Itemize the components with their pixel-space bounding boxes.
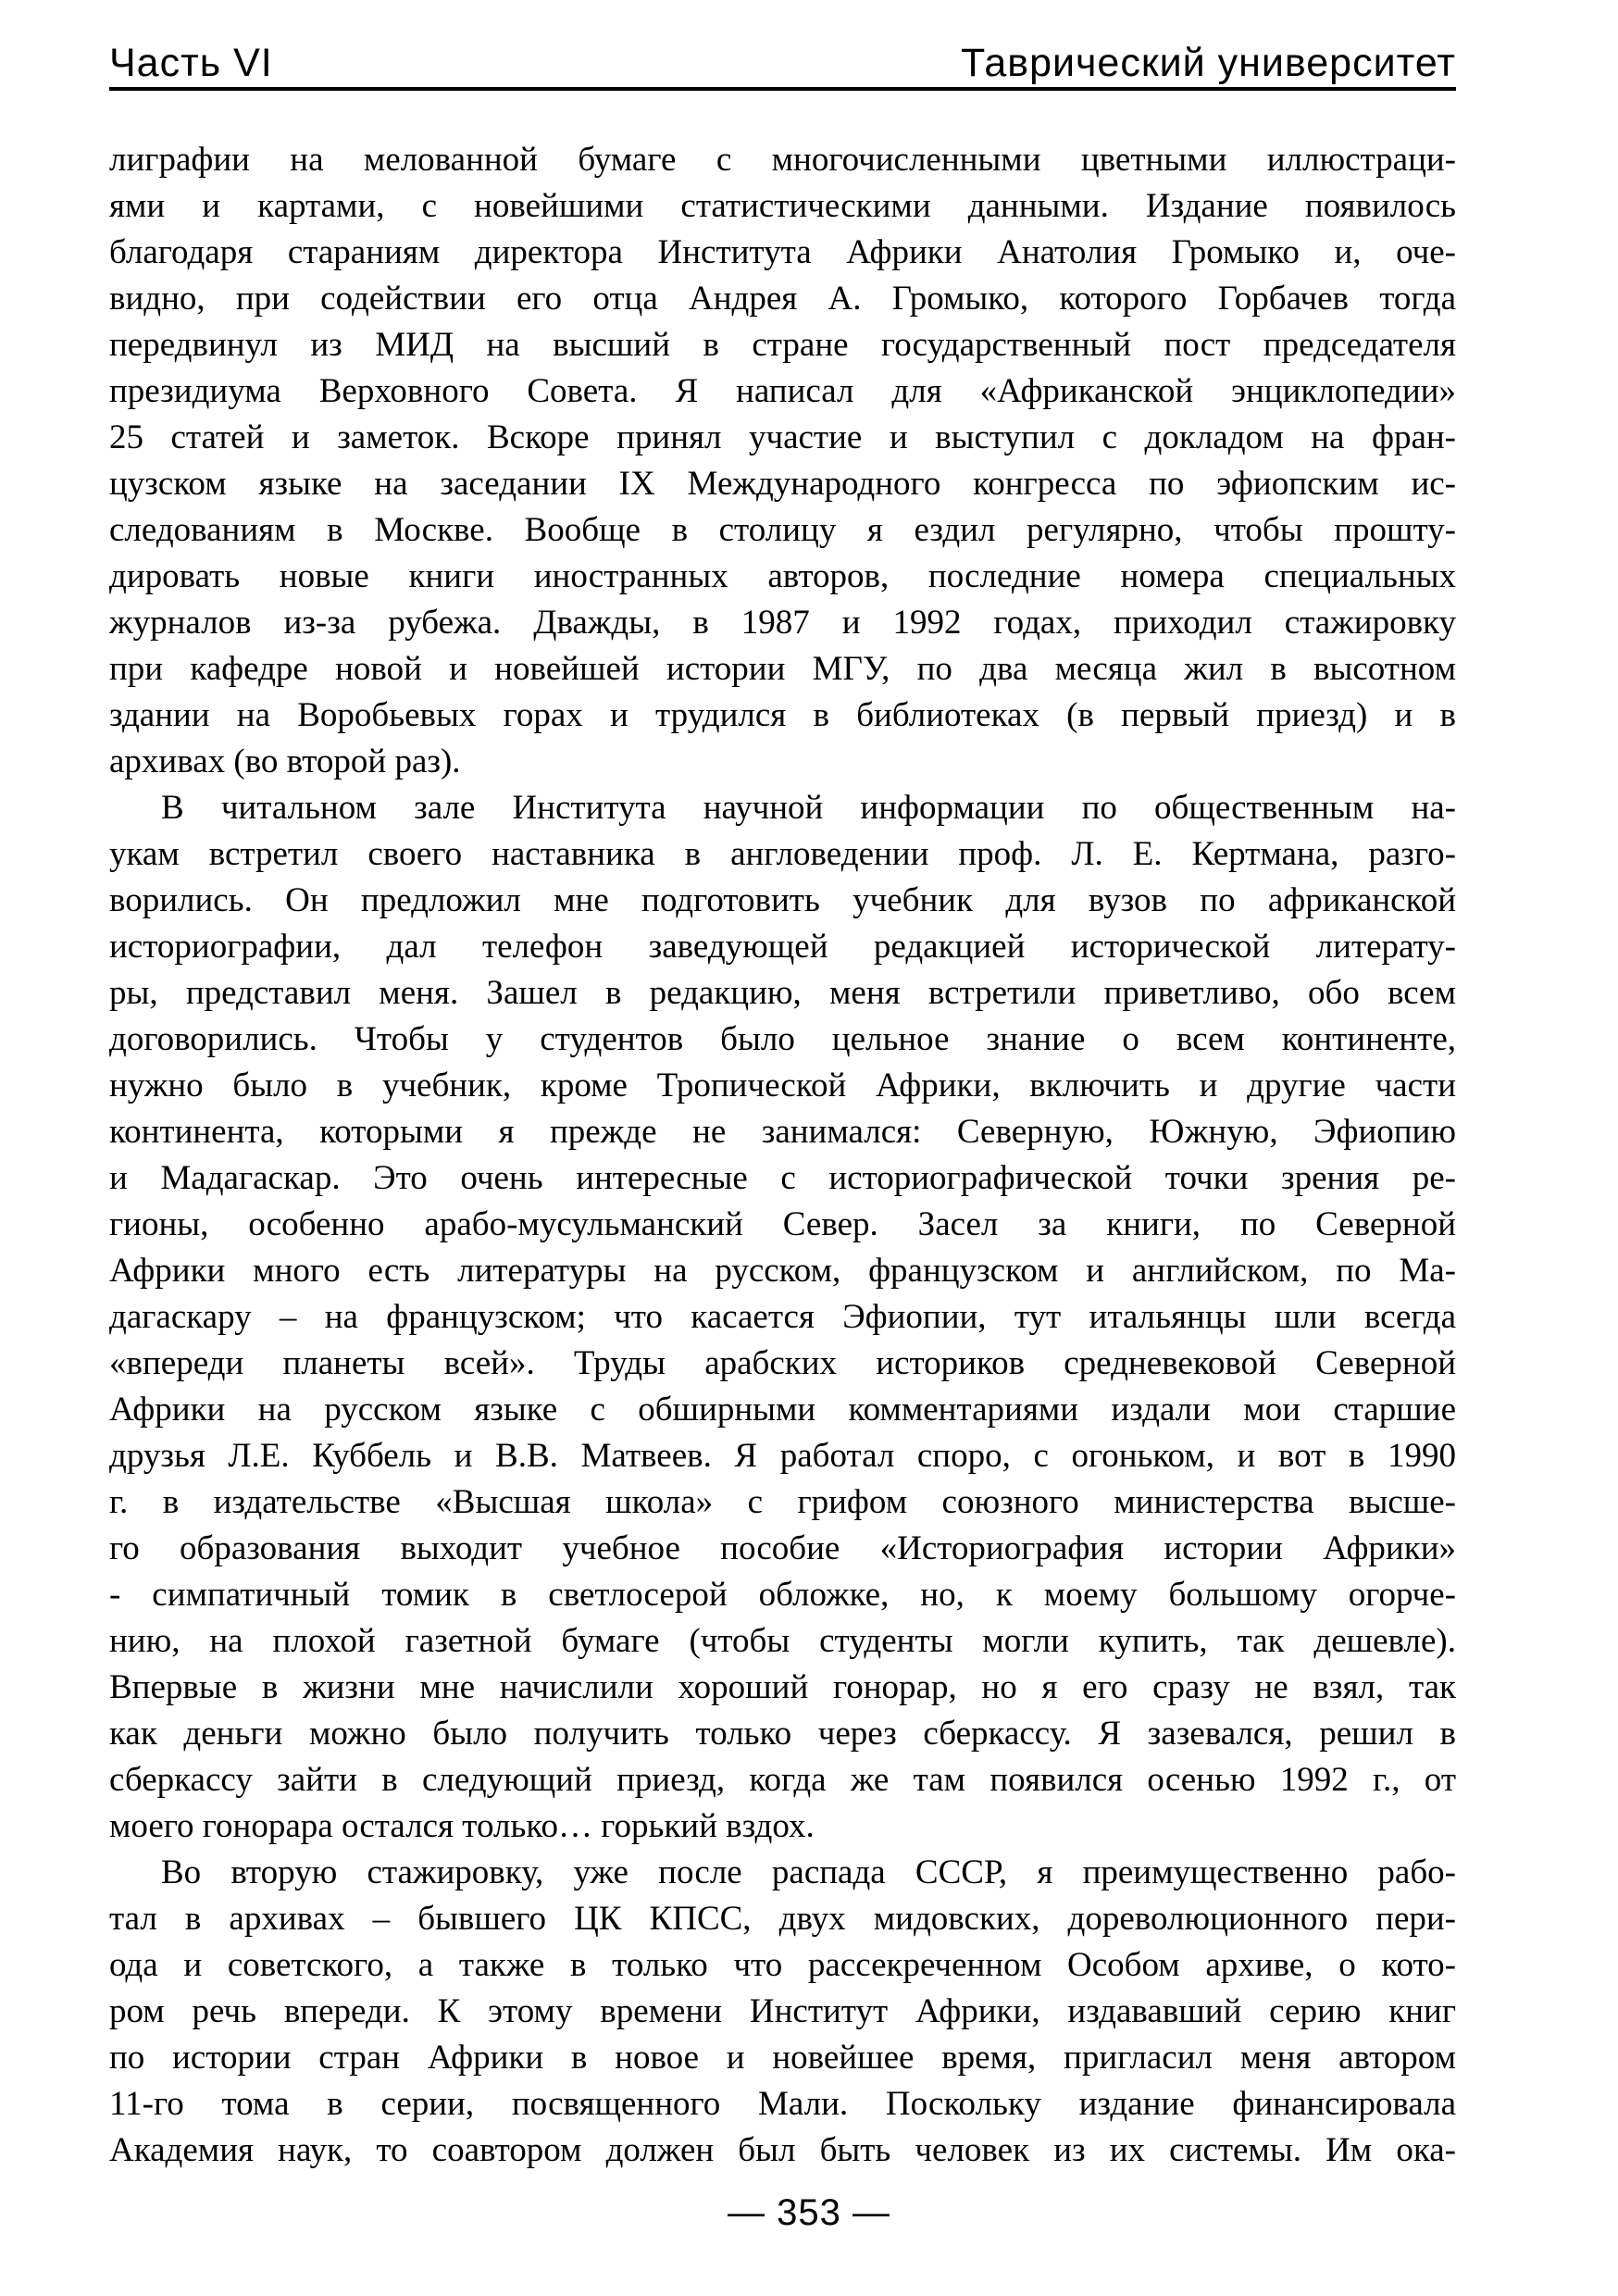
text-line: ром речь впереди. К этому времени Институт Африки, издававший серию книг xyxy=(109,1992,1456,2030)
text-line: г. в издательстве «Высшая школа» с грифом союзного министерства высше- xyxy=(109,1483,1456,1521)
text-line: президиума Верховного Совета. Я написал для «Африканской энциклопедии» xyxy=(109,372,1456,410)
text-line: го образования выходит учебное пособие «Историография истории Африки» xyxy=(109,1529,1456,1567)
text-line: следованиям в Москве. Вообще в столицу я ездил регулярно, чтобы прошту- xyxy=(109,511,1456,549)
text-line: укам встретил своего наставника в англоведении проф. Л. Е. Кертмана, разго- xyxy=(109,835,1456,873)
text-line: Во вторую стажировку, уже после распада СССР, я преимущественно рабо- xyxy=(161,1853,1456,1891)
text-line: ями и картами, с новейшими статистическими данными. Издание появилось xyxy=(109,187,1456,225)
text-line: континента, которыми я прежде не занимался: Северную, Южную, Эфиопию xyxy=(109,1113,1456,1151)
page-footer xyxy=(0,2192,1618,2234)
text-line: моего гонорара остался только… горький вздох. xyxy=(109,1807,815,1845)
text-line: 11-го тома в серии, посвященного Мали. Поскольку издание финансировала xyxy=(109,2085,1456,2123)
text-line: здании на Воробьевых горах и трудился в библиотеках (в первый приезд) и в xyxy=(109,696,1456,734)
text-line: договорились. Чтобы у студентов было цельное знание о всем континенте, xyxy=(109,1020,1456,1058)
text-line: по истории стран Африки в новое и новейшее время, пригласил меня автором xyxy=(109,2039,1456,2077)
running-head-chapter-title: Таврический университет xyxy=(960,41,1456,85)
text-line: ры, представил меня. Зашел в редакцию, меня встретили приветливо, обо всем xyxy=(109,974,1456,1012)
running-head-part-label: Часть VI xyxy=(109,41,273,85)
header-rule xyxy=(109,87,1456,91)
text-line: «впереди планеты всей». Труды арабских историков средневековой Северной xyxy=(109,1344,1456,1382)
text-line: видно, при содействии его отца Андрея А. Громыко, которого Горбачев тогда xyxy=(109,280,1456,318)
text-line: журналов из-за рубежа. Дважды, в 1987 и 1992 годах, приходил стажировку xyxy=(109,604,1456,642)
text-line: при кафедре новой и новейшей истории МГУ, по два месяца жил в высотном xyxy=(109,650,1456,688)
paragraph xyxy=(109,137,1456,785)
text-line: дагаскару – на французском; что касается Эфиопии, тут итальянцы шли всегда xyxy=(109,1298,1456,1336)
text-line: цузском языке на заседании IX Международного конгресса по эфиопским ис- xyxy=(109,465,1456,503)
page-number: — 353 — xyxy=(728,2192,890,2233)
text-line: гионы, особенно арабо-мусульманский Север. Засел за книги, по Северной xyxy=(109,1205,1456,1243)
text-line: 25 статей и заметок. Вскоре принял участие и выступил с докладом на фран- xyxy=(109,418,1456,456)
text-line: историографии, дал телефон заведующей редакцией исторической литерату- xyxy=(109,928,1456,966)
text-line: лиграфии на мелованной бумаге с многочисленными цветными иллюстраци- xyxy=(109,141,1456,179)
text-line: - симпатичный томик в светлосерой обложке, но, к моему большому огорче- xyxy=(109,1576,1456,1614)
text-line: как деньги можно было получить только через сберкассу. Я зазевался, решил в xyxy=(109,1715,1456,1753)
text-line: благодаря стараниям директора Института Африки Анатолия Громыко и, оче- xyxy=(109,233,1456,271)
text-line: тал в архивах – бывшего ЦК КПСС, двух мидовских, дореволюционного пери- xyxy=(109,1900,1456,1938)
text-line: друзья Л.Е. Куббель и В.В. Матвеев. Я работал споро, с огоньком, и вот в 1990 xyxy=(109,1437,1456,1475)
text-line: Африки на русском языке с обширными комментариями издали мои старшие xyxy=(109,1391,1456,1429)
text-line: нужно было в учебник, кроме Тропической Африки, включить и другие части xyxy=(109,1067,1456,1104)
text-line: нию, на плохой газетной бумаге (чтобы студенты могли купить, так дешевле). xyxy=(109,1622,1456,1660)
page-body-text xyxy=(109,137,1456,2174)
text-line: Академия наук, то соавтором должен был быть человек из их системы. Им ока- xyxy=(109,2131,1456,2169)
text-line: и Мадагаскар. Это очень интересные с историографической точки зрения ре- xyxy=(109,1159,1456,1197)
text-line: сберкассу зайти в следующий приезд, когда же там появился осенью 1992 г., от xyxy=(109,1761,1456,1799)
text-line: Впервые в жизни мне начислили хороший гонорар, но я его сразу не взял, так xyxy=(109,1668,1456,1706)
text-line: дировать новые книги иностранных авторов, последние номера специальных xyxy=(109,557,1456,595)
text-line: ворились. Он предложил мне подготовить учебник для вузов по африканской xyxy=(109,881,1456,919)
text-line: передвинул из МИД на высший в стране государственный пост председателя xyxy=(109,326,1456,364)
paragraph xyxy=(109,1850,1456,2174)
text-line: ода и советского, а также в только что рассекреченном Особом архиве, о кото- xyxy=(109,1946,1456,1984)
text-line: В читальном зале Института научной информации по общественным на- xyxy=(161,789,1456,827)
text-line: Африки много есть литературы на русском, французском и английском, по Ма- xyxy=(109,1252,1456,1290)
running-head xyxy=(109,41,1456,86)
paragraph xyxy=(109,785,1456,1850)
text-line: архивах (во второй раз). xyxy=(109,742,461,780)
